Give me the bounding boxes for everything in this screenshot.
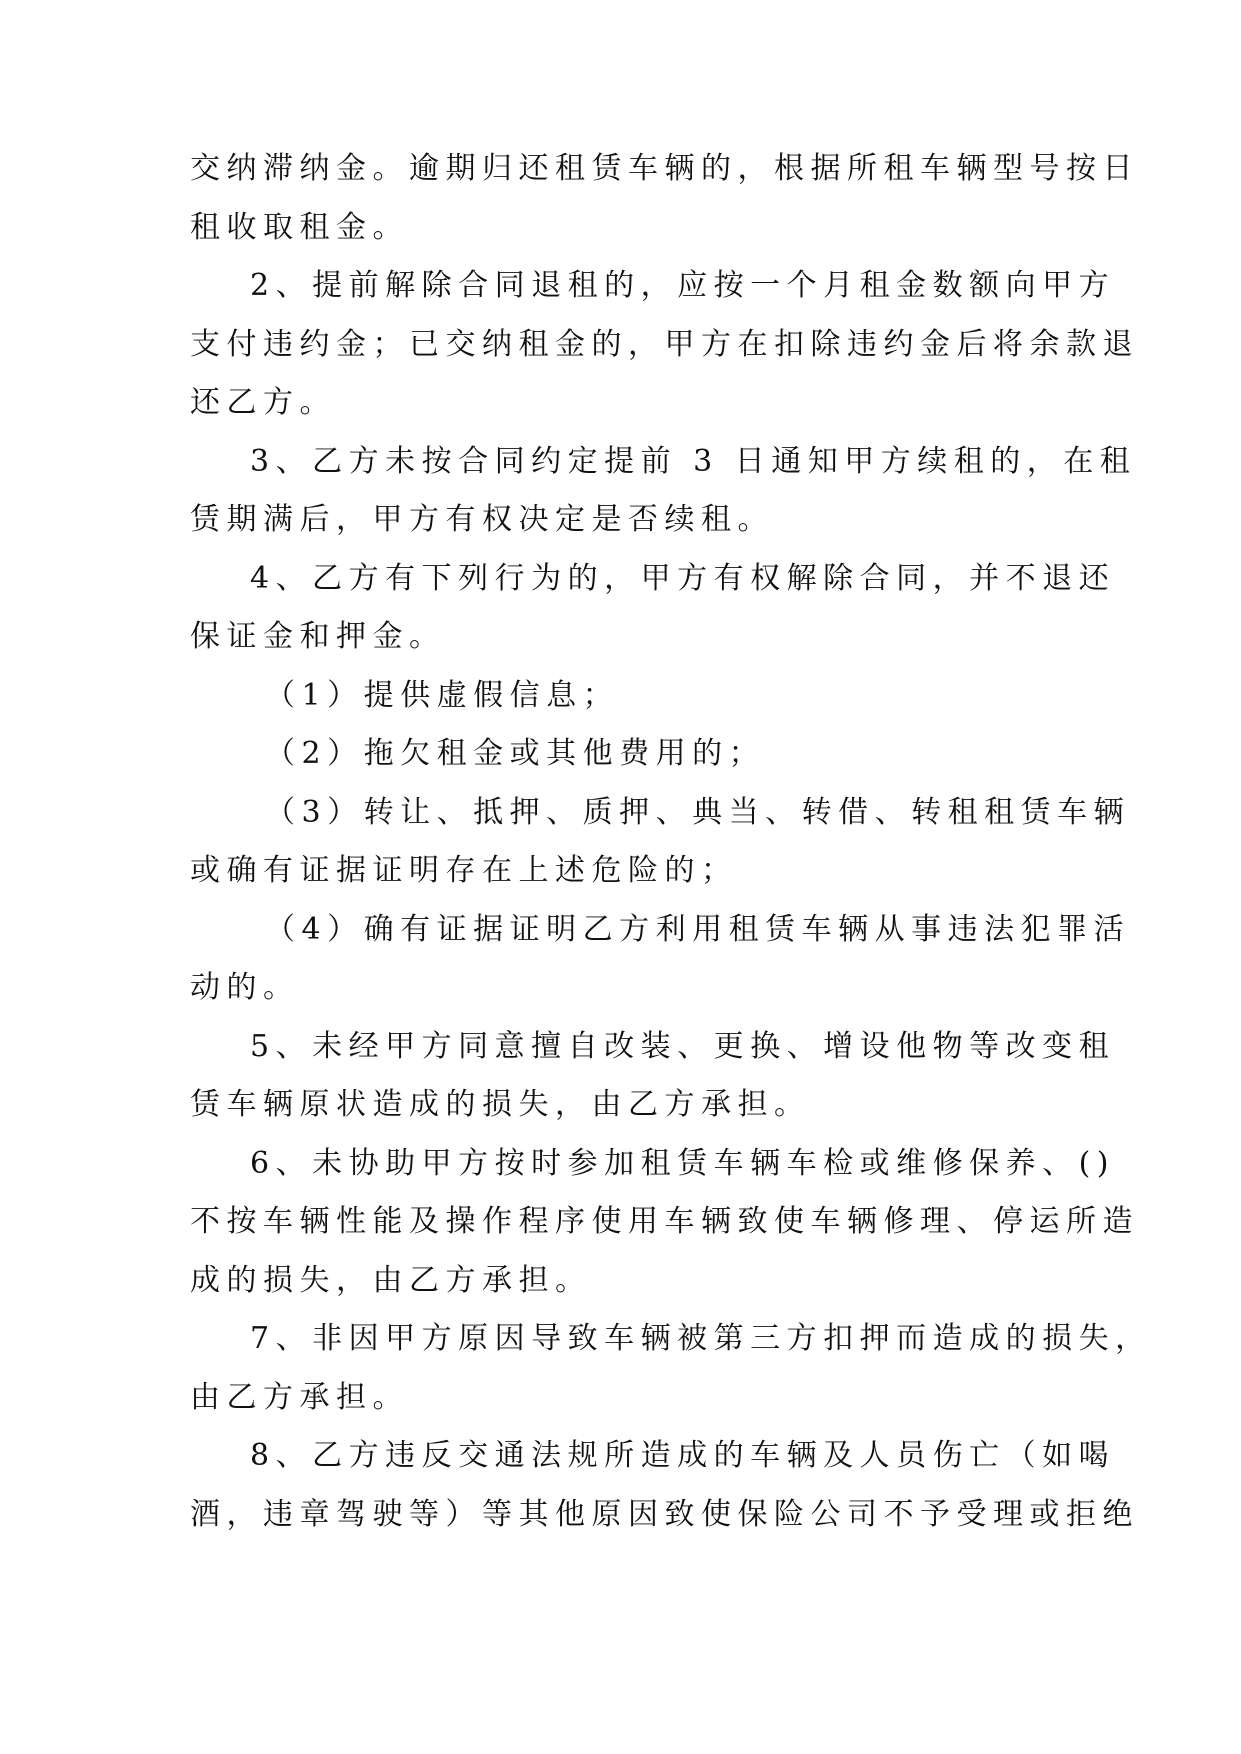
paragraph-line: （4）确有证据证明乙方利用租赁车辆从事违法犯罪活: [265, 911, 1131, 947]
paragraph-line: 不按车辆性能及操作程序使用车辆致使车辆修理、停运所造: [190, 1204, 1139, 1239]
paragraph-clause-4-item-4: [190, 901, 1131, 1018]
paragraph-line: 酒，违章驾驶等）等其他原因致使保险公司不予受理或拒绝: [190, 1496, 1139, 1532]
paragraph-line: 成的损失，由乙方承担。: [190, 1262, 592, 1298]
paragraph-line: 由乙方承担。: [190, 1379, 409, 1415]
paragraph-line: 5、未经甲方同意擅自改装、更换、增设他物等改变租: [250, 1028, 1116, 1064]
paragraph-line: 动的。: [190, 970, 300, 1005]
paragraph-clause-4-item-3: [190, 784, 1131, 901]
paragraph-clause-4: [190, 550, 1116, 667]
paragraph-line: （1）提供虚假信息；: [265, 677, 620, 713]
paragraph-line: 赁期满后，甲方有权决定是否续租。: [190, 502, 774, 537]
paragraph-clause-5: [190, 1018, 1116, 1135]
paragraph-line: 或确有证据证明存在上述危险的；: [190, 853, 738, 888]
paragraph-clause-4-item-2: [190, 725, 1050, 784]
document-body: [190, 140, 1152, 1544]
paragraph-line: 支付违约金；已交纳租金的，甲方在扣除违约金后将余款退: [190, 326, 1139, 362]
paragraph-line: 还乙方。: [190, 385, 336, 420]
paragraph-clause-4-item-1: [190, 667, 1050, 726]
paragraph-clause-2: [190, 257, 1139, 433]
paragraph-clause-6: [190, 1135, 1139, 1311]
paragraph-line: 2、提前解除合同退租的，应按一个月租金数额向甲方: [250, 268, 1116, 303]
paragraph-late-fee: [190, 140, 1139, 257]
paragraph-clause-7: [190, 1310, 1152, 1427]
paragraph-line: 交纳滞纳金。逾期归还租赁车辆的，根据所租车辆型号按日: [190, 151, 1139, 186]
paragraph-line: 3、乙方未按合同约定提前 3 日通知甲方续租的，在租: [250, 443, 1137, 479]
paragraph-line: （2）拖欠租金或其他费用的；: [265, 736, 766, 771]
paragraph-clause-3: [190, 433, 1137, 550]
paragraph-line: 4、乙方有下列行为的，甲方有权解除合同，并不退还: [250, 560, 1116, 596]
paragraph-line: 赁车辆原状造成的损失，由乙方承担。: [190, 1087, 811, 1122]
paragraph-clause-8: [190, 1427, 1139, 1544]
paragraph-line: 租收取租金。: [190, 209, 409, 245]
paragraph-line: 保证金和押金。: [190, 619, 446, 654]
paragraph-line: 8、乙方违反交通法规所造成的车辆及人员伤亡（如喝: [250, 1438, 1116, 1473]
paragraph-line: 6、未协助甲方按时参加租赁车辆车检或维修保养、(): [250, 1145, 1115, 1181]
paragraph-line: 7、非因甲方原因导致车辆被第三方扣押而造成的损失，: [250, 1321, 1152, 1356]
paragraph-line: （3）转让、抵押、质押、典当、转借、转租租赁车辆: [265, 794, 1131, 830]
